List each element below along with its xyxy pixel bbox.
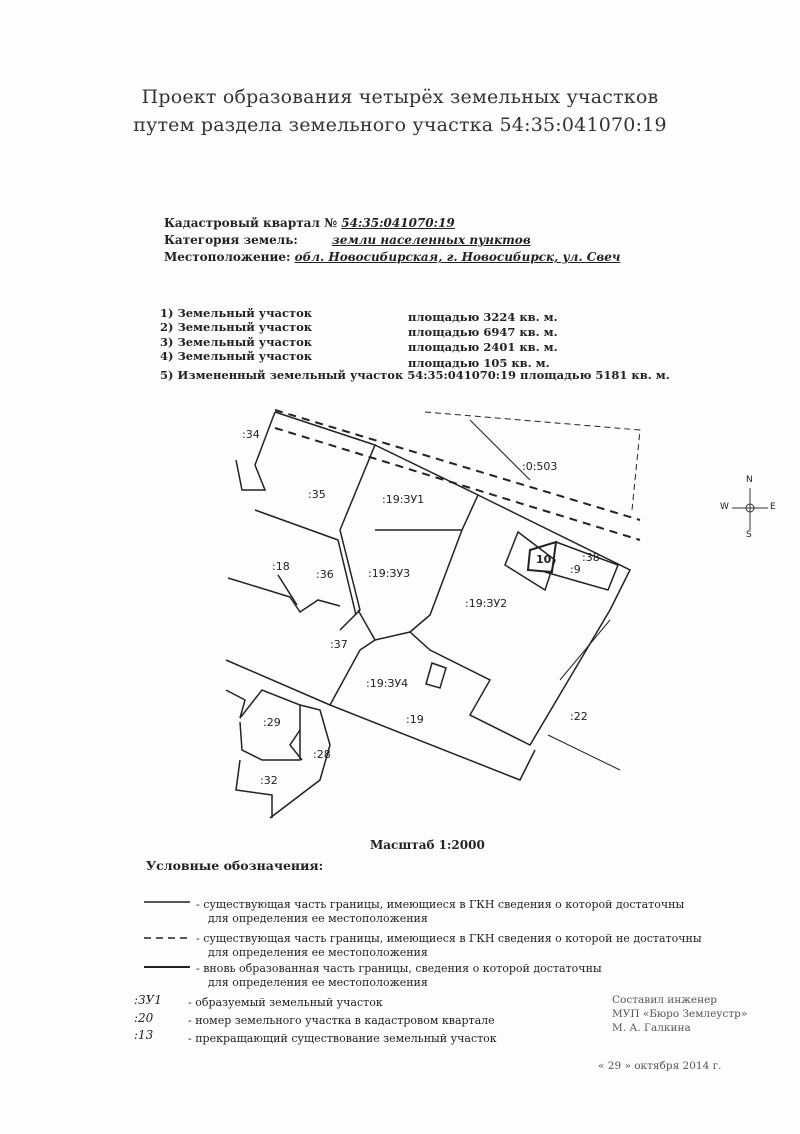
compass-w: W <box>720 502 729 512</box>
legend-symbol-zu-text: - образуемый земельный участок <box>188 996 383 1009</box>
legend-item-2-line2: для определения ее местоположения <box>208 946 428 959</box>
document-title-line2: путем раздела земельного участка 54:35:041070:19 <box>133 114 667 136</box>
quarter-value: 54:35:041070:19 <box>341 216 455 230</box>
compass-n: N <box>746 475 753 485</box>
map-label-28: :28 <box>313 748 331 761</box>
map-label-22: :22 <box>570 710 588 723</box>
legend-symbol-terminated: :13 <box>134 1028 154 1042</box>
map-label-34: :34 <box>242 428 260 441</box>
map-label-36: :36 <box>316 568 334 581</box>
plot-1-area: площадью 3224 кв. м. <box>408 310 558 324</box>
map-label-35: :35 <box>308 488 326 501</box>
plot-3-area: площадью 2401 кв. м. <box>408 340 558 354</box>
legend-symbol-number: :20 <box>134 1011 154 1025</box>
plot-1-name: 1) Земельный участок <box>160 306 313 320</box>
plot-2-name: 2) Земельный участок <box>160 320 313 334</box>
map-label-zu3: :19:ЗУ3 <box>368 567 411 580</box>
signature-line1: Составил инженер <box>612 994 718 1006</box>
category-value: земли населенных пунктов <box>332 233 531 247</box>
plot-5-name: 5) Измененный земельный участок 54:35:041070:19 площадью 5181 кв. м. <box>160 368 670 382</box>
map-label-9: :9 <box>570 563 581 576</box>
plot-2-area: площадью 6947 кв. м. <box>408 325 558 339</box>
compass-s: S <box>746 530 752 540</box>
plot-4-area: площадью 105 кв. м. <box>408 356 550 370</box>
signature-line3: М. А. Галкина <box>612 1022 691 1034</box>
legend-symbol-terminated-text: - прекращающий существование земельный участок <box>188 1032 497 1045</box>
document-title-line1: Проект образования четырёх земельных участков <box>141 86 659 108</box>
map-label-zu2: :19:ЗУ2 <box>465 597 508 610</box>
legend-item-3-line2: для определения ее местоположения <box>208 976 428 989</box>
location-label: Местоположение: <box>164 250 291 264</box>
map-label-38: :38 <box>582 551 600 564</box>
quarter-label: Кадастровый квартал № <box>164 216 338 230</box>
plot-3-name: 3) Земельный участок <box>160 335 313 349</box>
legend-item-2-line1: - существующая часть границы, имеющиеся в ГКН сведения о которой не достаточны <box>196 932 702 945</box>
map-label-19: :19 <box>406 713 424 726</box>
map-label-zu4: :19:ЗУ4 <box>366 677 409 690</box>
map-label-10: 10 <box>536 553 552 566</box>
plot-4-name: 4) Земельный участок <box>160 349 313 363</box>
legend-symbol-zu: :ЗУ1 <box>134 993 162 1007</box>
legend-item-3-line1: - вновь образованная часть границы, сведения о которой достаточны <box>196 962 602 975</box>
legend-title: Условные обозначения: <box>146 858 324 873</box>
map-label-503: :0:503 <box>522 460 558 473</box>
map-label-18: :18 <box>272 560 290 573</box>
legend-item-1-line2: для определения ее местоположения <box>208 912 428 925</box>
legend-item-1-line1: - существующая часть границы, имеющиеся в ГКН сведения о которой достаточны <box>196 898 685 911</box>
category-label: Категория земель: <box>164 233 298 247</box>
map-label-32: :32 <box>260 774 278 787</box>
map-label-37: :37 <box>330 638 348 651</box>
location-value: обл. Новосибирская, г. Новосибирск, ул. Свеч <box>294 250 621 264</box>
compass-e: E <box>770 502 776 512</box>
map-label-29: :29 <box>263 716 281 729</box>
legend-symbol-number-text: - номер земельного участка в кадастровом квартале <box>188 1014 495 1027</box>
map-label-zu1: :19:ЗУ1 <box>382 493 425 506</box>
map-scale: Масштаб 1:2000 <box>370 838 485 852</box>
signature-line2: МУП «Бюро Землеустр» <box>612 1008 748 1020</box>
signature-date: « 29 » октября 2014 г. <box>598 1060 722 1072</box>
